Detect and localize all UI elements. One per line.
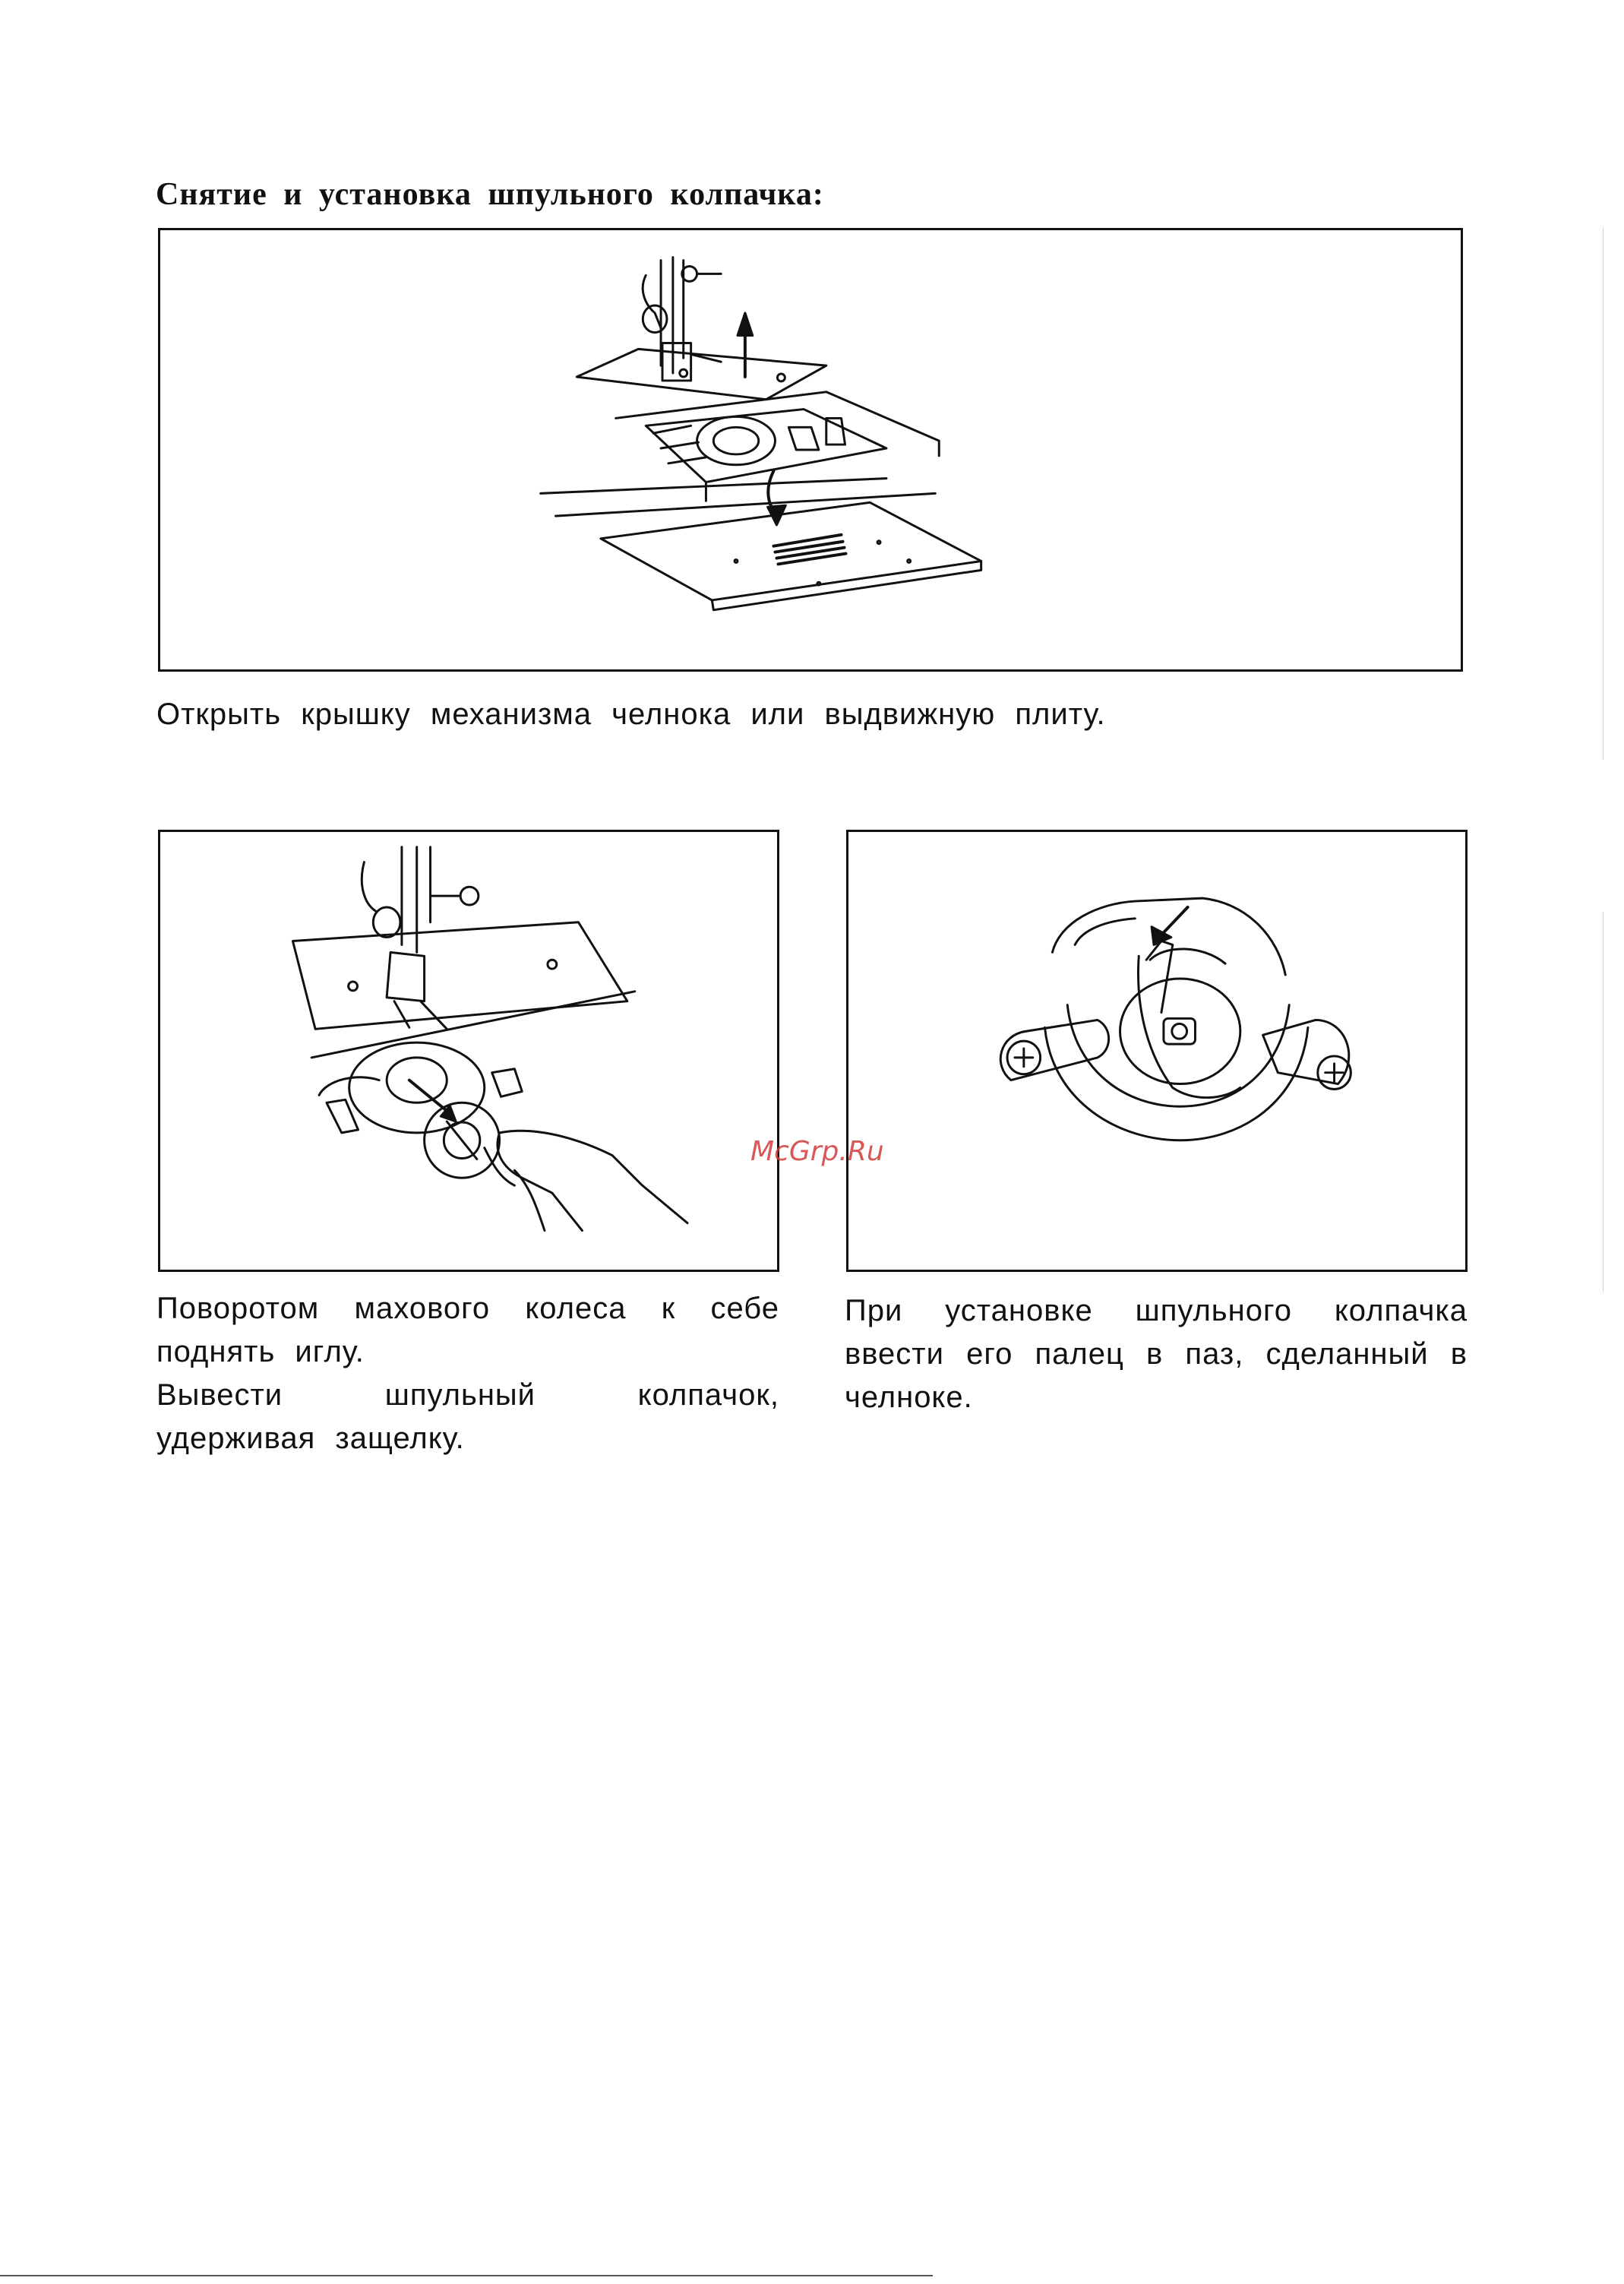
caption-left-paragraph-2: Вывести шпульный колпачок, удерживая защелку. <box>156 1378 779 1455</box>
bobbin-removal-illustration <box>160 832 777 1270</box>
bobbin-insert-illustration <box>848 832 1465 1270</box>
section-heading: Снятие и установка шпульного колпачка: <box>156 177 824 212</box>
watermark: McGrp.Ru <box>750 1136 884 1167</box>
caption-left-paragraph-1: Поворотом махового колеса к себе поднять иглу. <box>156 1292 779 1368</box>
figure-open-shuttle-cover <box>158 228 1463 672</box>
scan-bottom-rule <box>0 2275 933 2276</box>
caption-open-cover: Открыть крышку механизма челнока или выдвижную плиту. <box>156 698 1106 731</box>
figure-insert-bobbin-case <box>846 830 1468 1272</box>
figure-remove-bobbin-case <box>158 830 779 1272</box>
caption-insert-bobbin-case: При установке шпульного колпачка ввести его палец в паз, сделанный в челноке. <box>845 1294 1468 1414</box>
shuttle-cover-illustration <box>160 230 1461 669</box>
caption-remove-bobbin-case <box>156 1287 779 1460</box>
